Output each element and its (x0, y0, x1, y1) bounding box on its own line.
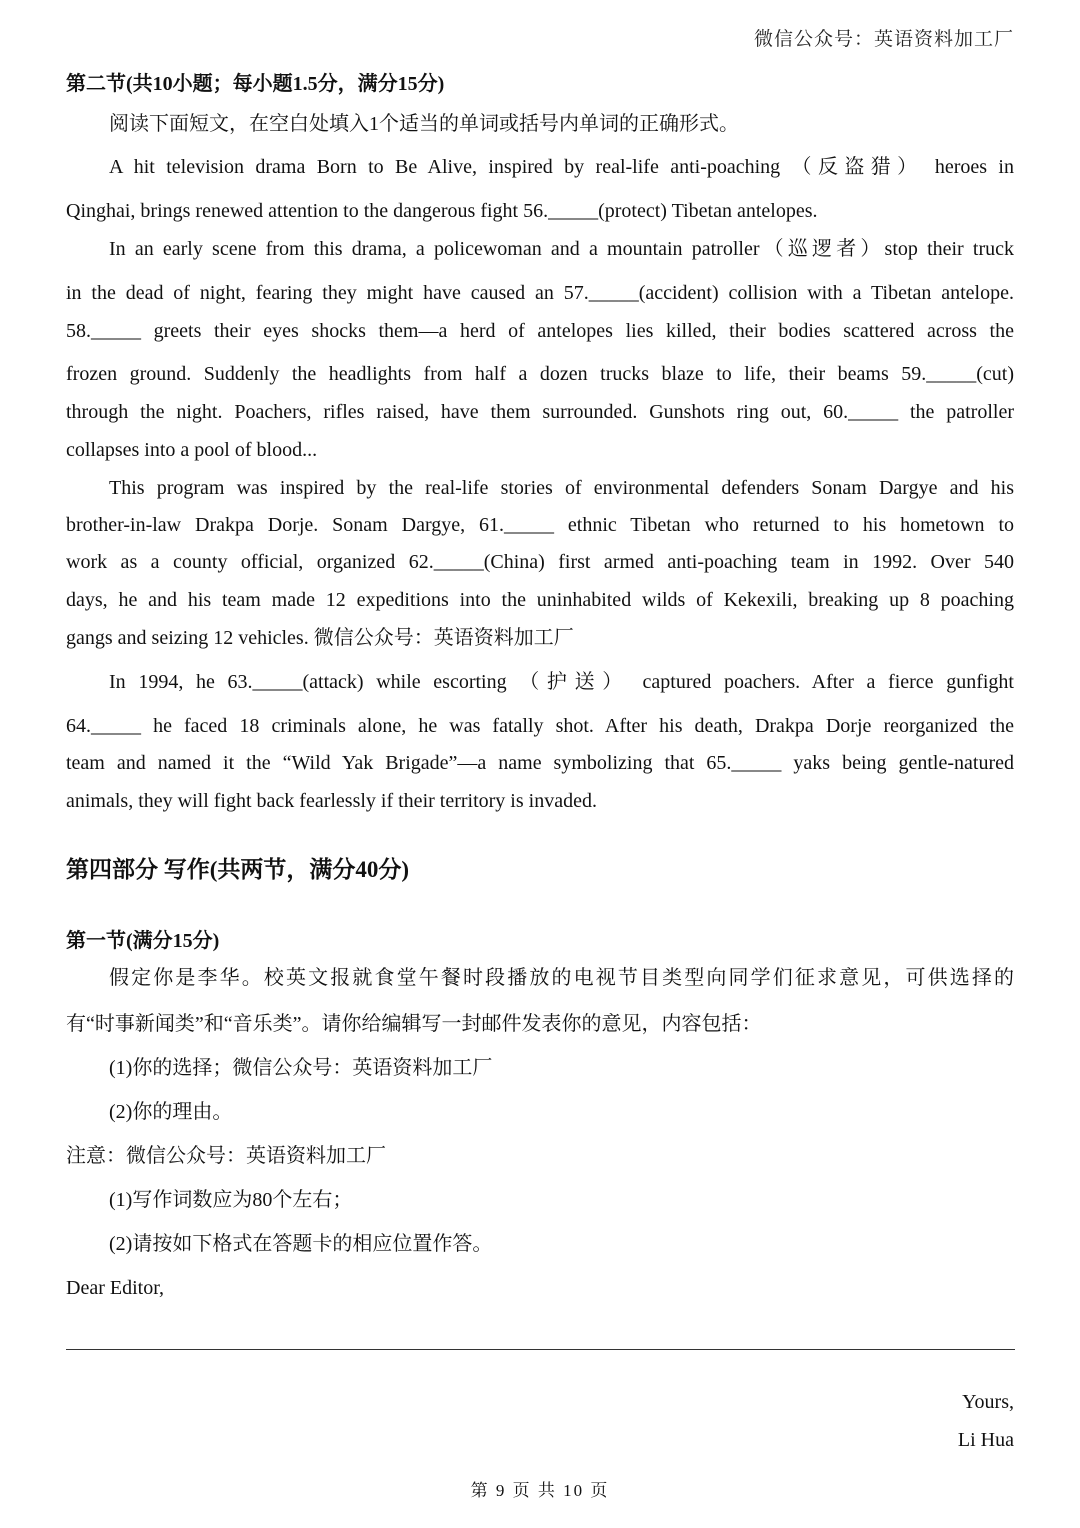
writing-item-reason: (2)你的理由。 (109, 1101, 233, 1123)
writing-note-word-count: (1)写作词数应为80个左右； (109, 1189, 353, 1211)
letter-signature: Li Hua (957, 1429, 1014, 1451)
passage-line: 64._____ he faced 18 criminals alone, he was fatally shot. After his death, Drakpa Dorje reorganized the (66, 715, 1014, 737)
passage-line: In an early scene from this drama, a policewoman and a mountain patroller（巡逻者）stop their truck (109, 238, 1014, 260)
passage-line: animals, they will fight back fearlessly if their territory is invaded. (66, 790, 597, 812)
writing-item-choice: (1)你的选择；微信公众号：英语资料加工厂 (109, 1057, 493, 1079)
writing-note-title: 注意：微信公众号：英语资料加工厂 (66, 1145, 386, 1167)
passage-line: days, he and his team made 12 expeditions into the uninhabited wilds of Kekexili, breaking up 8 poaching (66, 589, 1014, 611)
writing-prompt-line: 有“时事新闻类”和“音乐类”。请你给编辑写一封邮件发表你的意见，内容包括： (66, 1013, 762, 1035)
passage-line: In 1994, he 63._____(attack) while escorting （护送） captured poachers. After a fierce gunfight (109, 671, 1014, 693)
passage-line: frozen ground. Suddenly the headlights from half a dozen trucks blaze to life, their beams 59._____(cut) (66, 363, 1014, 385)
passage-line: A hit television drama Born to Be Alive, inspired by real-life anti-poaching （反盗猎） heroes in (109, 156, 1014, 178)
passage-line: This program was inspired by the real-life stories of environmental defenders Sonam Dargye and his (109, 477, 1014, 499)
passage-line: in the dead of night, fearing they might have caused an 57._____(accident) collision with a Tibetan antelope. (66, 282, 1014, 304)
passage-line: gangs and seizing 12 vehicles. 微信公众号：英语资料加工厂 (66, 627, 574, 649)
page-number: 第 9 页 共 10 页 (470, 1481, 610, 1500)
section-2-title: 第二节(共10小题；每小题1.5分，满分15分) (66, 73, 445, 95)
passage-line: brother-in-law Drakpa Dorje. Sonam Dargye, 61._____ ethnic Tibetan who returned to his hometown to (66, 514, 1014, 536)
writing-prompt-line: 假定你是李华。校英文报就食堂午餐时段播放的电视节目类型向同学们征求意见，可供选择的 (109, 967, 1014, 989)
passage-line: Qinghai, brings renewed attention to the dangerous fight 56._____(protect) Tibetan antelopes. (66, 200, 818, 222)
letter-closing: Yours, (962, 1391, 1014, 1413)
section-2-instruction: 阅读下面短文，在空白处填入1个适当的单词或括号内单词的正确形式。 (109, 113, 739, 135)
answer-line (66, 1349, 1015, 1350)
header-watermark: 微信公众号：英语资料加工厂 (753, 29, 1014, 50)
passage-line: team and named it the “Wild Yak Brigade”—a name symbolizing that 65._____ yaks being gentle-natured (66, 752, 1014, 774)
passage-line: collapses into a pool of blood... (66, 439, 318, 461)
passage-line: through the night. Poachers, rifles raised, have them surrounded. Gunshots ring out, 60._____ the patroller (66, 401, 1014, 423)
passage-line: 58._____ greets their eyes shocks them—a herd of antelopes lies killed, their bodies scattered across the (66, 320, 1014, 342)
writing-note-format: (2)请按如下格式在答题卡的相应位置作答。 (109, 1233, 493, 1255)
part-4-title: 第四部分 写作(共两节，满分40分) (66, 857, 410, 882)
letter-salutation: Dear Editor, (66, 1277, 165, 1299)
writing-section-1-title: 第一节(满分15分) (66, 930, 220, 952)
passage-line: work as a county official, organized 62._____(China) first armed anti-poaching team in 1992. Over 540 (66, 551, 1014, 573)
